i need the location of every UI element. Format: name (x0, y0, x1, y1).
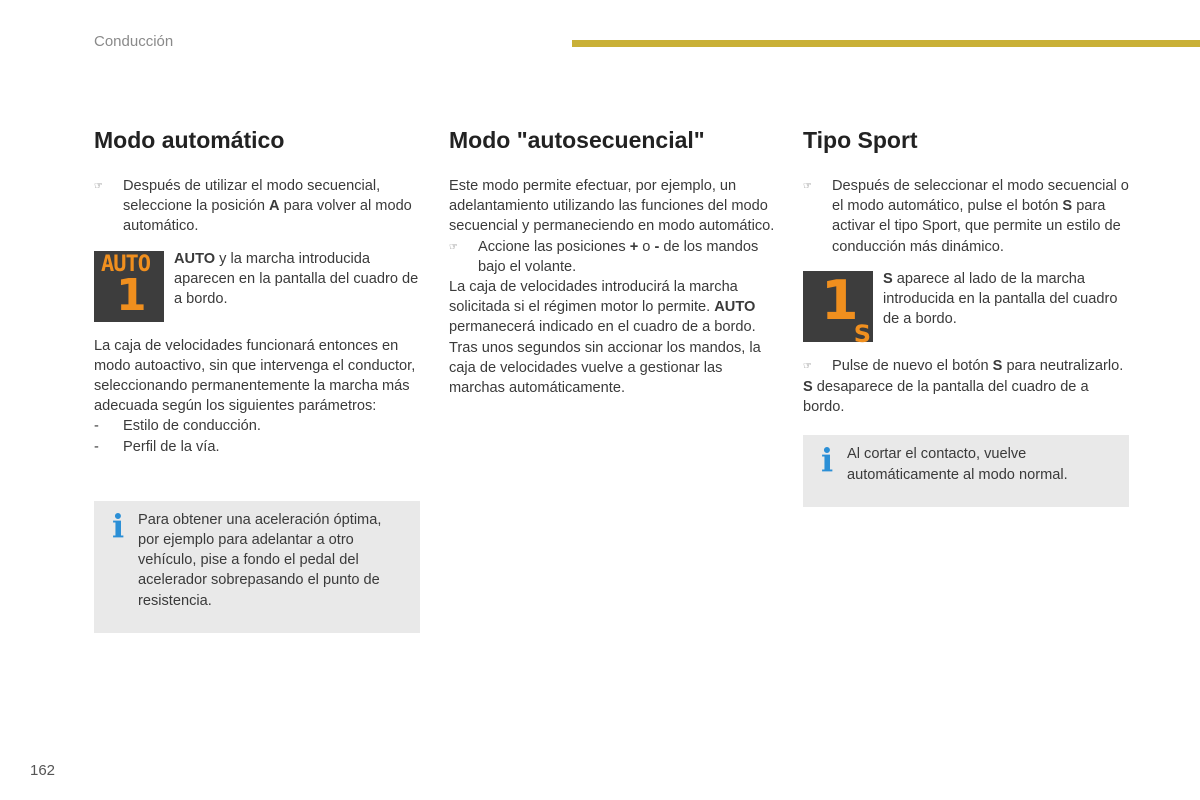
display-sport-letter: S (853, 319, 871, 348)
info-icon: i (821, 441, 834, 480)
figure-row (94, 249, 420, 322)
text-span: Después de utilizar el modo secuencial, seleccione la posición (123, 178, 381, 215)
bold-text: - (654, 238, 660, 255)
text-span: desaparece de la pantalla del cuadro de a bordo. (803, 379, 1089, 416)
header-rule (572, 40, 1200, 47)
text-span: para volver al modo automático. (123, 198, 412, 235)
info-text: Para obtener una aceleración óptima, por ejemplo para adelantar a otro vehículo, pise a fondo el pedal del acelerador sobrepasando el punto de resistencia. (138, 511, 382, 609)
text-span: y la marcha introducida aparecen en la pantalla del cuadro de a bordo. (174, 250, 419, 308)
bold-text: S (883, 270, 893, 287)
text-span: Después de seleccionar el modo secuencial o el modo automático, pulse el botón (832, 178, 1129, 215)
text-span: para neutralizarlo. (1002, 357, 1124, 374)
pointing-hand-icon: ☞ (94, 181, 103, 192)
section-title: Modo automático (94, 127, 285, 153)
bold-text: + (629, 238, 639, 255)
section-title: Modo "autosecuencial" (449, 127, 705, 153)
pointing-hand-icon: ☞ (803, 181, 812, 192)
section-title: Tipo Sport (803, 127, 918, 153)
figure-caption (883, 269, 1129, 342)
auto-display-image (94, 251, 164, 322)
text-span: o (638, 238, 655, 255)
column-tipo-sport (803, 124, 1129, 507)
dash-item: - Perfil de la vía. (94, 437, 420, 457)
text-span: para activar el tipo Sport, que permite un estilo de conducción más dinámico. (832, 198, 1121, 255)
info-icon: i (112, 506, 125, 545)
display-gear: 1 (821, 268, 859, 332)
info-box (94, 501, 420, 633)
pointing-hand-icon: ☞ (803, 360, 812, 372)
instruction-item (94, 176, 420, 237)
dash-text: Perfil de la vía. (123, 438, 220, 455)
bold-text: S (803, 379, 813, 396)
instruction-text (832, 356, 1123, 377)
pointing-hand-icon: ☞ (449, 241, 458, 253)
sport-display-image (803, 268, 873, 348)
body-paragraph (449, 277, 779, 338)
instruction-text (478, 237, 779, 277)
bold-text: AUTO (714, 299, 756, 316)
bold-text: A (269, 198, 280, 215)
dash-item: - Estilo de conducción. (94, 416, 420, 436)
instruction-item (449, 237, 779, 277)
figure-row (803, 268, 1129, 348)
body-paragraph (803, 377, 1129, 417)
instruction-text (123, 176, 420, 237)
body-paragraph: Este modo permite efectuar, por ejemplo, un adelantamiento utilizando las funciones del modo secuencial y permaneciendo en modo automático. (449, 178, 775, 235)
text-span: de los mandos bajo el volante. (478, 238, 759, 275)
column-modo-automatico (94, 124, 420, 633)
text-span: aparece al lado de la marcha introducida en la pantalla del cuadro de a bordo. (883, 270, 1118, 328)
info-text: Al cortar el contacto, vuelve automáticamente al modo normal. (847, 446, 1068, 483)
body-paragraph: Tras unos segundos sin accionar los mandos, la caja de velocidades vuelve a gestionar las marchas automáticamente. (449, 339, 761, 397)
body-paragraph: La caja de velocidades funcionará entonces en modo autoactivo, sin que intervenga el conductor, seleccionando permanentemente la marcha más adecuada según los siguientes parámetros: (94, 337, 416, 415)
figure-caption (174, 249, 420, 322)
display-gear: 1 (116, 269, 147, 321)
info-box (803, 435, 1129, 506)
page-number: 162 (30, 762, 56, 779)
text-span: La caja de velocidades introducirá la marcha solicitada si el régimen motor lo permite. (449, 279, 738, 316)
section-label: Conducción (94, 33, 174, 50)
text-span: permanecerá indicado en el cuadro de a bordo. (449, 319, 756, 336)
bold-text: S (1062, 198, 1073, 215)
instruction-text (832, 176, 1129, 257)
text-span: Pulse de nuevo el botón (832, 357, 993, 374)
display-label: AUTO (101, 251, 150, 277)
text-span: Accione las posiciones (478, 238, 630, 255)
instruction-item (803, 176, 1129, 257)
bold-text: S (992, 357, 1003, 374)
column-modo-autosecuencial (449, 124, 779, 398)
instruction-item (803, 356, 1129, 377)
bold-text: AUTO (174, 250, 216, 267)
dash-text: Estilo de conducción. (123, 418, 261, 435)
